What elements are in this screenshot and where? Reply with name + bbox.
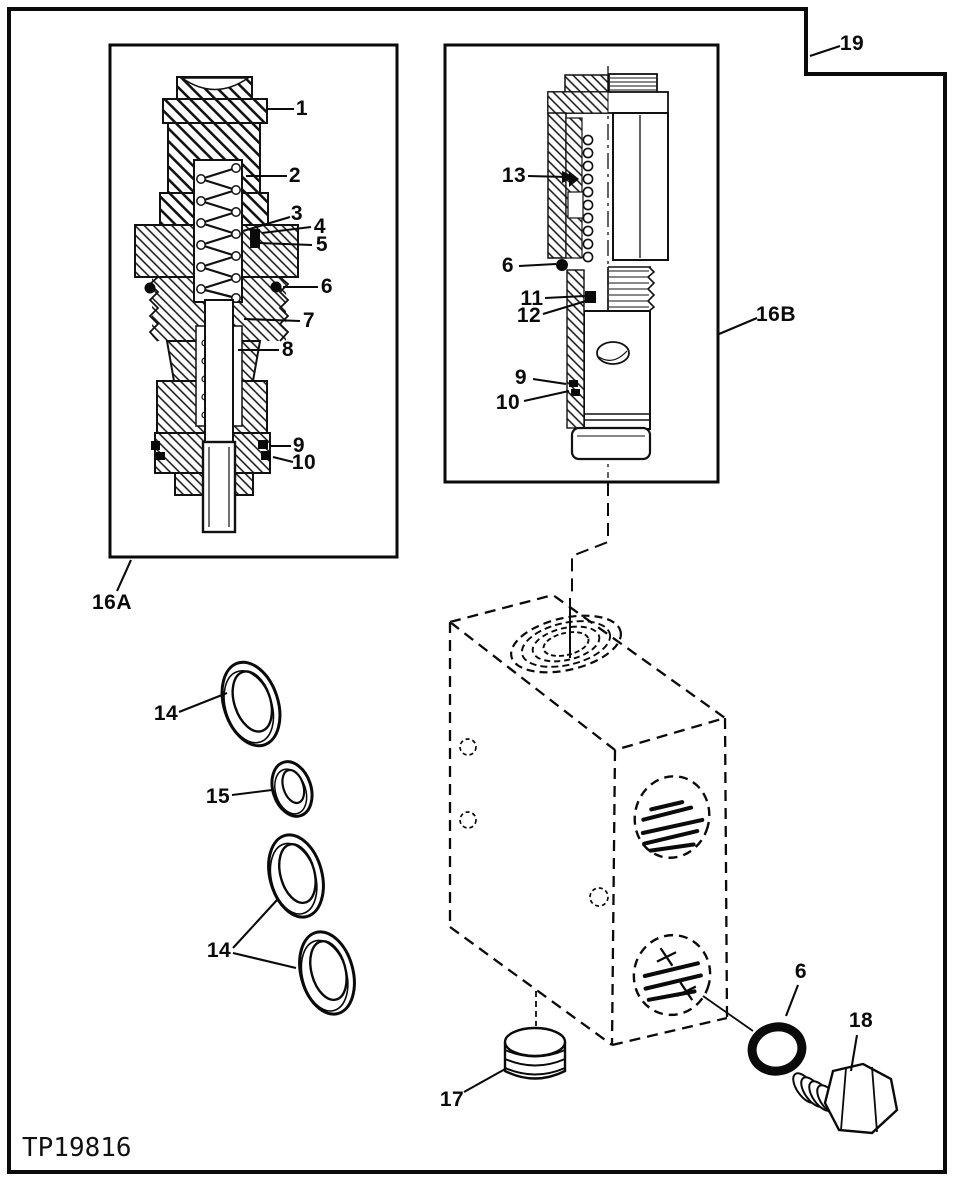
callout-16a: 16A: [91, 591, 133, 614]
callout-7: 7: [302, 309, 316, 332]
callout-1: 1: [295, 97, 309, 120]
callout-2: 2: [288, 164, 302, 187]
plug-17: [505, 1028, 565, 1079]
o-ring-14-top: [212, 655, 290, 753]
callout-18: 18: [848, 1009, 874, 1032]
o-ring-6: [748, 1022, 806, 1075]
callout-11: 11: [520, 287, 544, 310]
callout-10-left: 10: [291, 451, 317, 474]
callout-13: 13: [501, 164, 527, 187]
o-ring-14-middle: [260, 829, 332, 924]
page-border: [9, 9, 945, 1172]
callout-3: 3: [290, 202, 304, 225]
callout-6-left: 6: [320, 275, 334, 298]
callout-17: 17: [439, 1088, 465, 1111]
callout-16b: 16B: [755, 303, 797, 326]
callout-15: 15: [205, 785, 231, 808]
callout-9-right: 9: [514, 366, 528, 389]
o-ring-15: [265, 756, 318, 821]
callout-12: 12: [516, 304, 542, 327]
callout-5: 5: [315, 233, 329, 256]
callout-10-right: 10: [495, 391, 521, 414]
valve-block: [450, 595, 753, 1045]
cartridge-section-a: [135, 77, 298, 532]
callout-8: 8: [281, 338, 295, 361]
cartridge-section-b: [548, 66, 668, 478]
hex-plug-18: [789, 1064, 897, 1133]
connector-line: [570, 483, 608, 658]
callout-19: 19: [839, 32, 865, 55]
callout-14-pair: 14: [206, 939, 232, 962]
callout-14-top: 14: [153, 702, 179, 725]
callout-4: 4: [313, 215, 327, 238]
callout-6-right: 6: [501, 254, 515, 277]
o-ring-14-bottom: [291, 926, 363, 1021]
callout-9-left: 9: [292, 434, 306, 457]
callout-6-bottom: 6: [794, 960, 808, 983]
drawing-code: TP19816: [22, 1133, 132, 1163]
